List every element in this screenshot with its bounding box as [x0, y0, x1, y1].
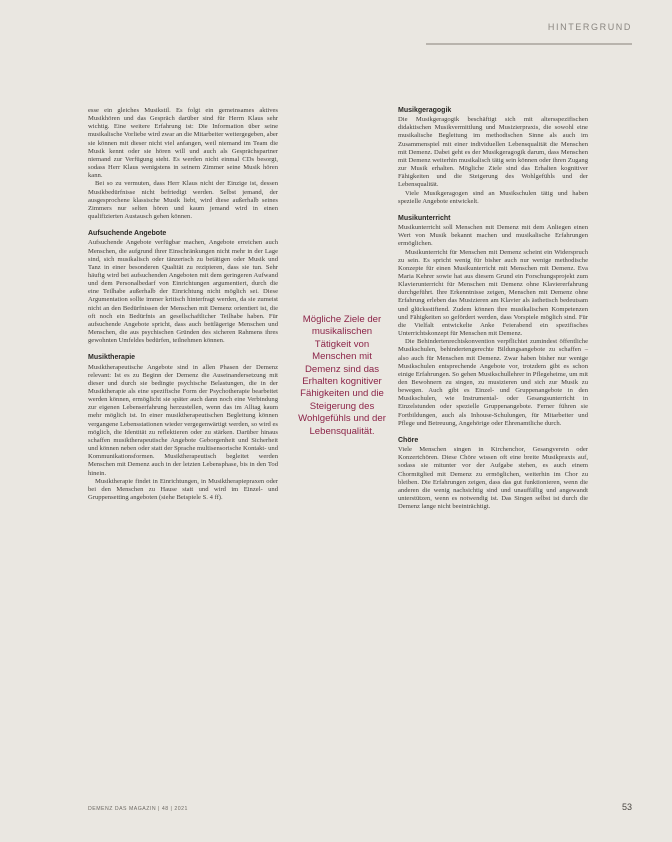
subheading-aufsuchende-angebote: Aufsuchende Angebote — [88, 230, 167, 238]
body-paragraph: Musikunterricht soll Menschen mit Demenz mit dem Anliegen einen Wert von Musik bekannt machen und musikalische Erfahrungen ermöglichen. — [398, 224, 588, 248]
issue-footer: DEMENZ DAS MAGAZIN | 48 | 2021 — [88, 806, 188, 812]
body-paragraph: Musiktherapie findet in Einrichtungen, in Musiktherapiepraxen oder bei den Menschen zu Hause statt und wird im Einzel- und Gruppensetting angeboten (siehe Beispiele S. 4 ff). — [88, 477, 278, 502]
subheading-musiktherapie: Musiktherapie — [88, 354, 136, 362]
body-paragraph: Viele Musikgeragogen sind an Musikschulen tätig und haben spezielle Angebote entwickelt. — [398, 189, 588, 205]
body-paragraph: Die Behindertenrechtskonvention verpflichtet zumindest öffentliche Musikschulen, behindertengerechte Bildungsangebote zu schaffen – also auch für Menschen mit Demenz. Zwar haben bisher nur wenige Musikschulen entsprechende Angebote vor, trotzdem gibt es schon einige Erfahrungen. So gehen Musikschullehrer in Pflegeheime, um mit den Bewohnern zu singen, zu musizieren und sich zur Musik zu bewegen. Auch gibt es Einzel- und Gruppenangebote in den Musikschulen, wie Instrumental- oder Gesangsunterricht in Einzelstunden oder spezielle Gruppenangebote. Ferner führen sie Fortbildungen, auch als Inhouse-Schulungen, für Mitarbeiter und Pflege und Betreuung, Angehörige oder Ehrenamtliche durch. — [398, 338, 588, 427]
section-divider — [426, 43, 632, 45]
pull-quote: Mögliche Ziele der musikalischen Tätigkeit von Menschen mit Demenz sind das Erhalten kognitiver Fähigkeiten und die Steigerung des Wohlgefühls und der Lebensqualität. — [298, 314, 386, 437]
left-column — [88, 107, 278, 502]
right-column — [398, 107, 588, 511]
body-paragraph: Musiktherapeutische Angebote sind in allen Phasen der Demenz relevant: Ist es zu Beginn der Demenz die Auseinandersetzung mit dieser und durch sie bedingte psychische Belastungen, die in der Musiktherapie als eine spezifische Form der Psychotherapie bearbeitet werden können, ermöglicht sie später auch dann noch eine Verbindung zur eigenen Lebenserfahrung herzustellen, wenn das im Alltag kaum mehr möglich ist. In einer musiktherapeutischen Begleitung können vergangene Lebensstationen wieder vergegenwärtigt werden, so wird es möglich, die Identität zu reflektieren oder zu stärken. Darüber hinaus schaffen musiktherapeutische Angebote Geborgenheit und Sicherheit und können neben oder statt der Sprache multisensorische Kontakt- und Kommunikationsformen. Musiktherapeutisch begleitet werden Menschen mit Demenz auch in der letzten Lebensphase, bis in den Tod hinein. — [88, 363, 278, 477]
body-paragraph: Viele Menschen singen in Kirchenchor, Gesangverein oder Konzertchören. Diese Chöre wissen oft eine breite Musikpraxis auf, sodass sie mitunter vor der Aufgabe stehen, es auch einem Chormitglied mit Demenz zu ermöglichen, weiterhin im Chor zu bleiben. Die Erfahrungen zeigen, dass das gut funktionieren, wenn die anderen die wenig nachsichtig sind und unauffällig und angewandt unterstützen, wenn es notwendig ist. Das Singen selbst ist durch die Demenz lange nicht beeinträchtigt. — [398, 446, 588, 511]
page-number: 53 — [621, 802, 632, 812]
subheading-musikunterricht: Musikunterricht — [398, 214, 451, 222]
subheading-choere: Chöre — [398, 436, 419, 444]
body-paragraph: Musikunterricht für Menschen mit Demenz scheint ein Widerspruch zu sein. Es spricht wenig für bisher auch nur wenige methodische Konzepte für einen Musikunterricht mit Menschen mit Demenz. Eva Maria Kehrer sowie hat aus diesem Grund ein Forschungsprojekt zum Klavierunterricht für Menschen mit Demenz ohne Klaviererfahrung durchgeführt. Ihre Erkenntnisse zeigen, Menschen mit Demenz ohne Erfahrung erleben das Musizieren am Klavier als ästhetisch bedeutsam und glücksstiftend. Zudem können ihre musikalischen Kompetenzen und Fähigkeiten so gefördert werden, dass Vorspiele möglich sind. Für die Vielfalt entwickelte Anke Feierabend ein spezifisches Unterrichtskonzept für Menschen mit Demenz. — [398, 248, 588, 338]
body-paragraph: Bei so zu vermuten, dass Herr Klaus nicht der Einzige ist, dessen Musikbedürfnisse nicht befriedigt werden. Selbst jemand, der ausgesprochene klassische Musik liebt, wird diese außerhalb seines Zimmers nur selten hören und kaum jemand wird in einen qualifizierten Austausch gehen können. — [88, 180, 278, 221]
subheading-musikgeragogik: Musikgeragogik — [398, 107, 452, 114]
section-label: HINTERGRUND — [547, 22, 632, 32]
body-paragraph: Die Musikgeragogik beschäftigt sich mit altersspezifischen didaktischen Musikvermittlung und Musizierpraxis, die sowohl eine musikalische Begleitung im methodischen Sinne als auch im Zusammenspiel mit einer individuellen Lebensqualität die Menschen mit Demenz. Dabei geht es der Musikgeragogik darum, dass Menschen mit Demenz weiterhin musikalisch tätig sein können oder ihren Zugang zur Musik erhalten. Mögliche Ziele sind das Erhalten kognitiver Fähigkeiten und die Steigerung des Wohlgefühls und der Lebensqualität. — [398, 116, 588, 189]
body-paragraph: esse ein gleiches Musikstil. Es folgt ein gemeinsames aktives Musikhören und das Gespräch darüber sind für Herrn Klaus sehr wichtig. Eine weitere Erfahrung ist: Die Information über seine musikalische Vorliebe wird zwar an die Mitarbeiter weitergegeben, aber sie können mit dieser nicht viel anfangen, weil niemand im Team die Musik kennt oder sie hören will und auch als Gesprächspartner niemand zur Verfügung steht. Es werden nicht einmal CDs besorgt, sodass Herr Klaus wenigstens in seinem Zimmer seine Musik hören kann. — [88, 107, 278, 180]
body-paragraph: Aufsuchende Angebote verfügbar machen, Angebote erreichen auch Menschen, die aufgrund ihrer Einschränkungen nicht mehr in der Lage sind, sich musikalisch oder tänzerisch zu betätigen oder Musik und Tanz in einer besonderen Qualität zu rezipieren, dass sie tun. Sehr häufig wird bei aufsuchenden Angeboten mit dem geringeren Aufwand und dem Personalbedarf von Einrichtungen argumentiert, durch die eine Teilhabe außerhalb der Einrichtung nicht möglich sei. Diese Argumentation sollte immer kritisch hinterfragt werden, da sie zumeist nicht an den Bedürfnissen der Menschen mit Demenz orientiert ist, die oft noch ein Bedürfnis an gesellschaftlicher Teilhabe haben. Für aufsuchende Angebote spricht, dass auch bettlägerige Menschen und Menschen, die aus psychischen Gründen des sicheren Rahmens ihres gewohnten Umfeldes bedürfen, teilnehmen können. — [88, 239, 278, 345]
